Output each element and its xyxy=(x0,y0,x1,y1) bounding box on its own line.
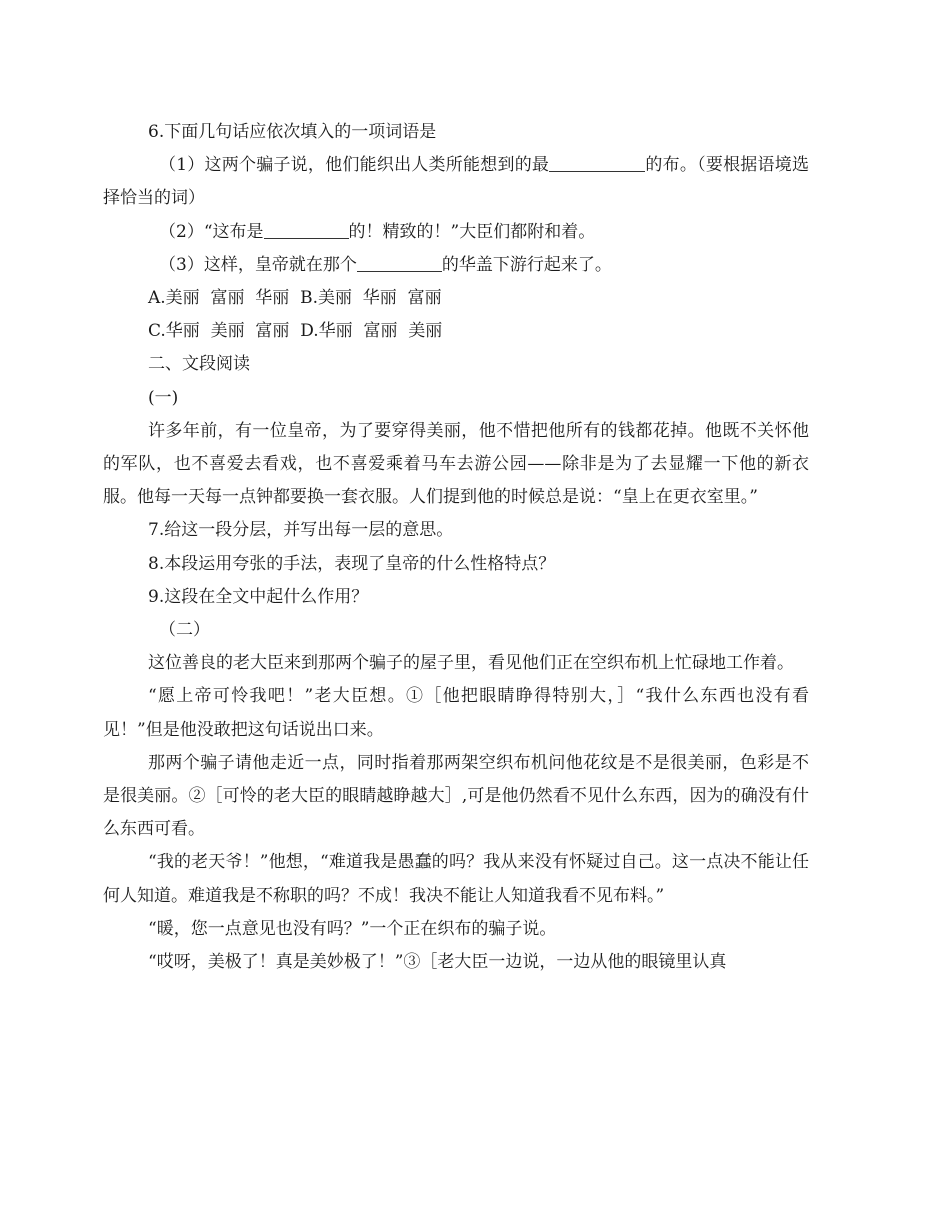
answer-blank-1[interactable] xyxy=(549,153,645,172)
sentence-1-after-blank: 的布。（要根据语境选择恰当的词） xyxy=(103,155,809,209)
passage-2-paragraph-6: “哎呀，美极了！真是美妙极了！”③［老大臣一边说，一边从他的眼镜里认真 xyxy=(148,952,727,973)
sentence-3-before-blank: （3）这样，皇帝就在那个 xyxy=(159,254,357,275)
question-6-sentence-2 xyxy=(103,216,809,249)
section-heading: 二、文段阅读 xyxy=(148,354,250,375)
sentence-2-after-blank: 的！精致的！”大臣们都附和着。 xyxy=(348,221,596,242)
question-6-stem: 6.下面几句话应依次填入的一项词语是 xyxy=(148,122,437,142)
sentence-1-before-blank: （1）这两个骗子说，他们能织出人类所能想到的最 xyxy=(159,155,550,176)
passage-2-label: （二） xyxy=(159,620,210,641)
question-6-sentence-1 xyxy=(103,149,809,215)
answer-blank-2[interactable] xyxy=(264,220,349,239)
passage-2-paragraph-4: “我的老天爷！”他想，“难道我是愚蠢的吗？我从来没有怀疑过自己。这一点决不能让任何人知道。难道我是不称职的吗？不成！我决不能让人知道我看不见布料。” xyxy=(103,852,809,906)
question-7: 7.给这一段分层，并写出每一层的意思。 xyxy=(148,520,454,541)
question-6-options-cd: C.华丽 美丽 富丽 D.华丽 富丽 美丽 xyxy=(148,321,443,342)
question-8: 8.本段运用夸张的手法，表现了皇帝的什么性格特点？ xyxy=(148,553,556,574)
sentence-3-after-blank: 的华盖下游行起来了。 xyxy=(441,254,612,275)
passage-2-paragraph-1: 这位善良的老大臣来到那两个骗子的屋子里，看见他们正在空织布机上忙碌地工作着。 xyxy=(148,653,794,674)
passage-1-text: 许多年前，有一位皇帝，为了要穿得美丽，他不惜把他所有的钱都花掉。他既不关怀他的军队，也不喜爱去看戏，也不喜爱乘着马车去游公园——除非是为了去显耀一下他的新衣服。他每一天每一点钟都要换一套衣服。人们提到他的时候总是说：“皇上在更衣室里。” xyxy=(103,420,809,508)
passage-2-paragraph-3: 那两个骗子请他走近一点，同时指着那两架空织布机问他花纹是不是很美丽，色彩是不是很美丽。②［可怜的老大臣的眼睛越睁越大］,可是他仍然看不见什么东西，因为的确没有什么东西可看。 xyxy=(103,752,809,840)
sentence-2-before-blank: （2）“这布是 xyxy=(159,221,264,242)
passage-2-paragraph-5: “暖，您一点意见也没有吗？”一个正在织布的骗子说。 xyxy=(148,918,557,939)
passage-2-paragraph-2: “愿上帝可怜我吧！”老大臣想。①［他把眼睛睁得特别大，］“我什么东西也没有看见！”但是他没敢把这句话说出口来。 xyxy=(103,686,809,740)
passage-1-label: (一) xyxy=(148,387,179,408)
question-9: 9.这段在全文中起什么作用？ xyxy=(148,586,369,607)
document-body xyxy=(103,116,809,979)
question-6-options-ab: A.美丽 富丽 华丽 B.美丽 华丽 富丽 xyxy=(148,288,442,309)
question-6-sentence-3 xyxy=(103,249,809,282)
answer-blank-3[interactable] xyxy=(357,253,442,272)
